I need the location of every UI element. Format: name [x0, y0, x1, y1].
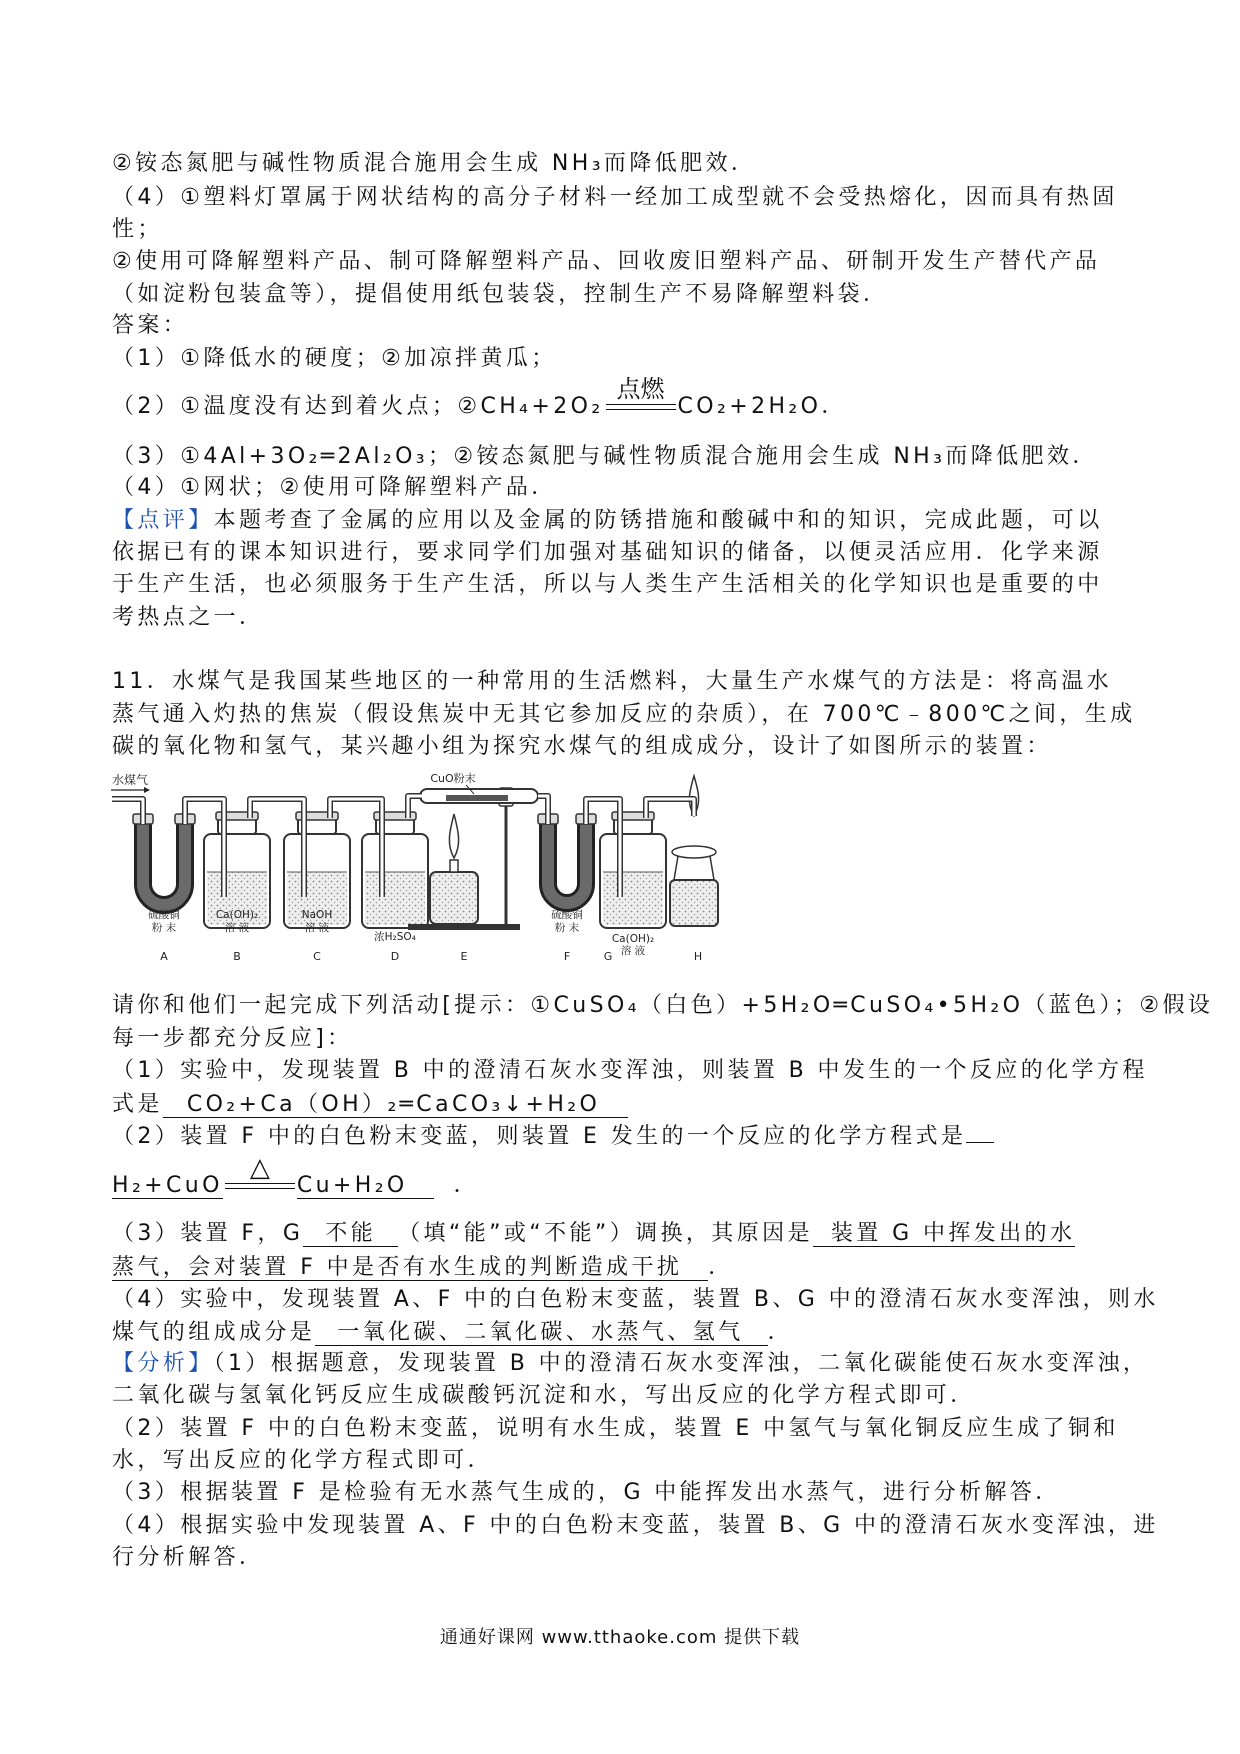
question-line: 蒸气通入灼热的焦炭（假设焦炭中无其它参加反应的杂质），在 700℃﹣800℃之间，生成 — [112, 702, 1136, 727]
reagent-label-g: Ca(OH)₂ — [611, 933, 655, 945]
reagent-label-a: 粉 末 — [151, 922, 177, 934]
bottle-d — [362, 812, 428, 928]
answer-line-3: （3）①4Al+3O₂═2Al₂O₃；②铵态氮肥与碱性物质混合施用会生成 NH₃而降低肥效． — [112, 444, 1098, 469]
equation-products: Cu+H₂O — [297, 1173, 434, 1199]
u-tube-a — [133, 814, 195, 905]
answer-line-4: （4）①网状；②使用可降解塑料产品． — [112, 475, 557, 500]
answer-end: ． — [767, 1320, 794, 1345]
answer-blank-3a: 不能 — [303, 1221, 398, 1247]
answer-prefix: 式是 — [112, 1092, 163, 1117]
inlet-label: 水煤气 — [112, 773, 149, 787]
reagent-label-b: 溶 液 — [224, 922, 250, 934]
reagent-label-f: 硫酸铜 — [551, 909, 583, 921]
answer-heading: 答案： — [112, 313, 189, 338]
answer-end: ． — [453, 1173, 480, 1198]
sub-question-4-answer-line — [112, 1317, 793, 1349]
bottle-g — [600, 812, 666, 928]
comment-line: 依据已有的课本知识进行，要求同学们加强对基础知识的储备，以便灵活应用．化学来源 — [112, 540, 1103, 565]
comment-line — [112, 505, 1103, 537]
answer-blank-3b-continued: 蒸气，会对装置 F 中是否有水生成的判断造成干扰 — [112, 1255, 708, 1281]
sub-question-3 — [112, 1218, 1075, 1250]
reagent-label-d: 浓H₂SO₄ — [374, 931, 416, 943]
question-prompt: 请你和他们一起完成下列活动[提示：①CuSO₄（白色）+5H₂O═CuSO₄•5H₂O（蓝色）；②假设 — [112, 993, 1214, 1018]
device-letter: B — [233, 950, 241, 963]
reagent-label-f: 粉 末 — [554, 922, 580, 934]
sub-question-3-answer-line — [112, 1252, 734, 1284]
analysis-line: （3）根据装置 F 是检验有无水蒸气生成的，G 中能挥发出水蒸气，进行分析解答． — [112, 1480, 1061, 1505]
sub-question-4: （4）实验中，发现装置 A、F 中的白色粉末变蓝，装置 B、G 中的澄清石灰水变浑浊，则水 — [112, 1287, 1159, 1312]
comment-text: 本题考查了金属的应用以及金属的防锈措施和酸碱中和的知识，完成此题，可以 — [213, 508, 1103, 533]
solution-line: （4）①塑料灯罩属于网状结构的高分子材料一经加工成型就不会受热熔化，因而具有热固 — [112, 185, 1118, 210]
reaction-condition-label: 点燃 — [616, 375, 665, 403]
solution-line: ②使用可降解塑料产品、制可降解塑料产品、回收废旧塑料产品、研制开发生产替代产品 — [112, 249, 1101, 274]
analysis-line: 二氧化碳与氢氧化钙反应生成碳酸钙沉淀和水，写出反应的化学方程式即可． — [112, 1383, 976, 1408]
solution-line: ②铵态氮肥与碱性物质混合施用会生成 NH₃而降低肥效． — [112, 151, 757, 176]
u-tube-f — [538, 814, 596, 903]
flame-icon — [449, 814, 458, 858]
answer-line-2 — [112, 375, 847, 423]
device-letter: A — [160, 950, 168, 963]
answer-line-1: （1）①降低水的硬度；②加凉拌黄瓜； — [112, 346, 557, 371]
reagent-label-b: Ca(OH)₂ — [215, 909, 259, 921]
equation-reactants: （2）①温度没有达到着火点；②CH₄+2O₂ — [112, 394, 604, 419]
apparatus-diagram — [108, 772, 728, 964]
comment-tag: 【点评】 — [112, 508, 214, 533]
solution-line: 性； — [112, 217, 163, 242]
device-letter: D — [390, 950, 400, 963]
solution-line: （如淀粉包装盒等），提倡使用纸包装袋，控制生产不易降解塑料袋． — [112, 282, 889, 307]
sub-question-3-text: （填“能”或“不能”）调换，其原因是 — [398, 1221, 813, 1246]
device-letter: H — [693, 950, 703, 963]
equation-products: CO₂+2H₂O． — [677, 394, 847, 419]
page-footer: 通通好课网 www.tthaoke.com 提供下载 — [439, 1627, 801, 1648]
analysis-line: 水，写出反应的化学方程式即可． — [112, 1448, 494, 1473]
analysis-line — [112, 1348, 1148, 1380]
comment-line: 于生产生活，也必须服务于生产生活，所以与人类生产生活相关的化学知识也是重要的中 — [112, 572, 1103, 597]
combustion-tube-e — [420, 772, 538, 803]
reaction-condition — [225, 1153, 295, 1189]
answer-blank-2-start — [966, 1122, 994, 1143]
analysis-line: （2）装置 F 中的白色粉末变蓝，说明有水生成，装置 E 中氢气与氧化铜反应生成了铜和 — [112, 1416, 1119, 1441]
question-line: 碳的氧化物和氢气，某兴趣小组为探究水煤气的组成成分，设计了如图所示的装置： — [112, 734, 1052, 759]
analysis-line: （4）根据实验中发现装置 A、F 中的白色粉末变蓝，装置 B、G 中的澄清石灰水变浑浊，进 — [112, 1513, 1159, 1538]
sub-question-1: （1）实验中，发现装置 B 中的澄清石灰水变浑浊，则装置 B 中发生的一个反应的化学方程 — [112, 1058, 1148, 1083]
reaction-condition — [606, 375, 676, 410]
reagent-label-a: 硫酸铜 — [148, 909, 180, 921]
reagent-label-c: NaOH — [301, 909, 333, 921]
analysis-line: 行分析解答． — [112, 1545, 265, 1570]
device-letter: C — [313, 950, 321, 963]
reagent-label-g: 溶 液 — [620, 945, 646, 957]
comment-line: 考热点之一． — [112, 605, 265, 630]
sub-question-2-text: （2）装置 F 中的白色粉末变蓝，则装置 E 发生的一个反应的化学方程式是 — [112, 1124, 967, 1149]
sub-question-2 — [112, 1121, 994, 1153]
tube-label: CuO粉末 — [430, 772, 476, 785]
analysis-text: （1）根据题意，发现装置 B 中的澄清石灰水变浑浊，二氧化碳能使石灰水变浑浊， — [213, 1351, 1149, 1376]
device-letter: E — [460, 950, 468, 963]
answer-blank-1: CO₂+Ca（OH）₂═CaCO₃↓+H₂O — [163, 1092, 628, 1118]
device-letter: F — [563, 950, 571, 963]
equation-reactants: H₂+CuO — [112, 1173, 223, 1198]
device-letter: G — [603, 950, 613, 963]
inlet-arrow-icon — [111, 787, 150, 793]
question-line: 11．水煤气是我国某些地区的一种常用的生活燃料，大量生产水煤气的方法是：将高温水 — [112, 669, 1112, 694]
answer-end: ． — [708, 1255, 734, 1280]
sub-question-1-answer-line — [112, 1089, 628, 1121]
analysis-tag: 【分析】 — [112, 1351, 214, 1376]
answer-blank-4: 一氧化碳、二氧化碳、水蒸气、氢气 — [315, 1320, 767, 1346]
answer-blank-3b: 装置 G 中挥发出的水 — [813, 1221, 1075, 1247]
reagent-label-c: 溶 液 — [304, 922, 330, 934]
question-prompt: 每一步都充分反应]： — [112, 1026, 353, 1051]
heat-triangle-icon: △ — [249, 1153, 270, 1183]
answer-prefix: 煤气的组成成分是 — [112, 1320, 316, 1345]
sub-question-3-text: （3）装置 F，G — [112, 1221, 304, 1246]
sub-question-2-answer-line — [112, 1153, 480, 1202]
